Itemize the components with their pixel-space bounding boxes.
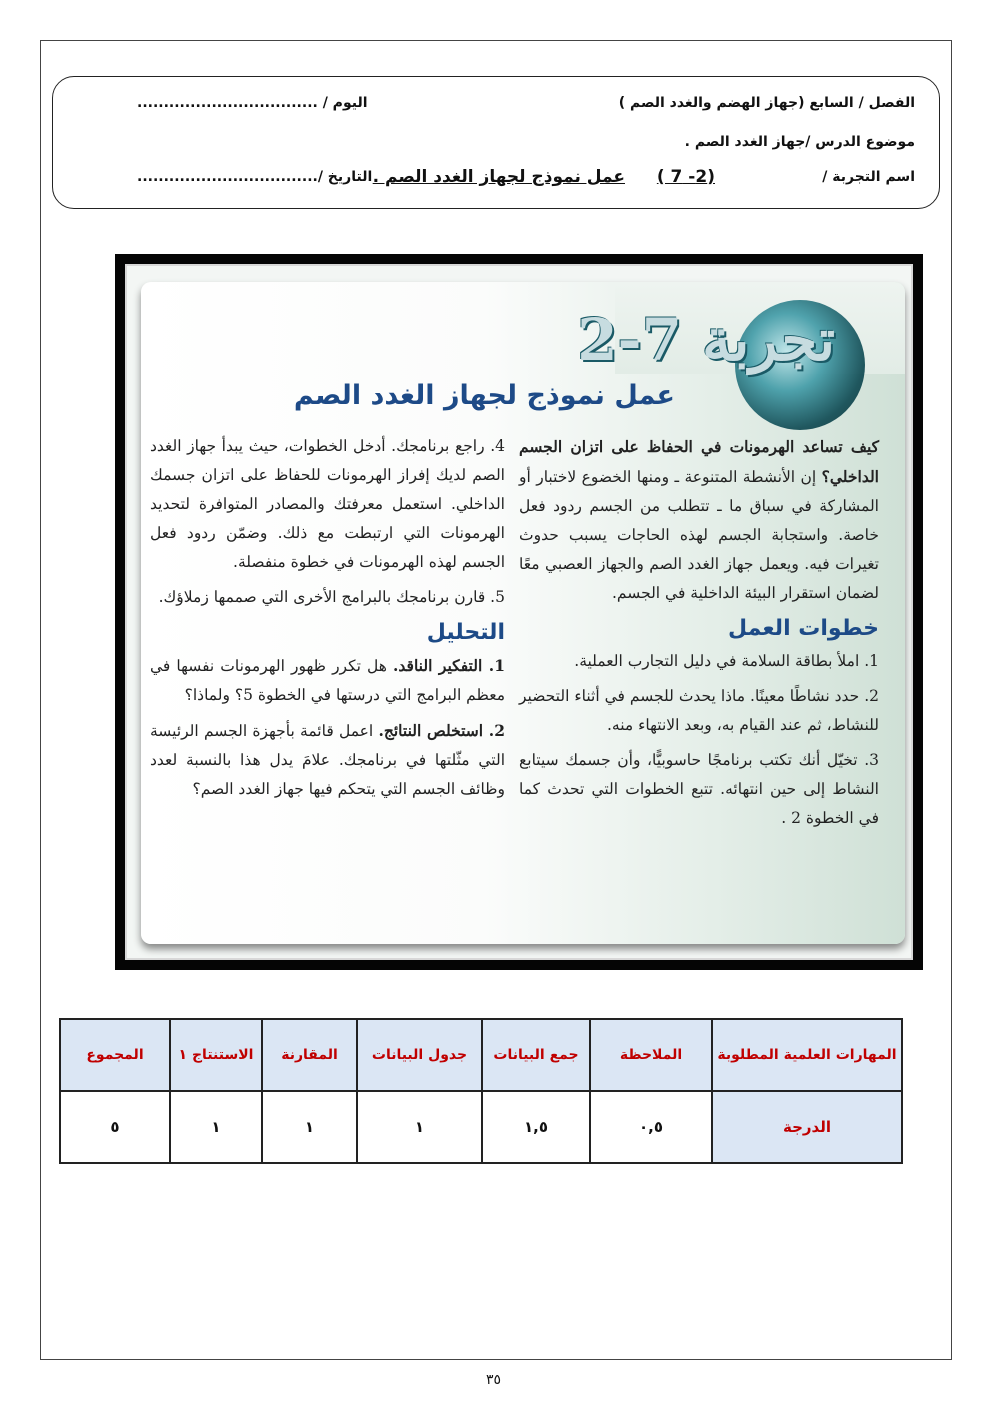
header-skills: المهارات العلمية المطلوبة bbox=[712, 1019, 902, 1091]
header-data-table: جدول البيانات bbox=[357, 1019, 482, 1091]
right-column bbox=[519, 432, 879, 839]
table-header-row bbox=[60, 1019, 902, 1091]
grade-total: ٥ bbox=[60, 1091, 170, 1163]
figure-title: عمل نموذج لجهاز الغدد الصم bbox=[293, 380, 675, 411]
experiment-label: اسم التجربة / bbox=[822, 169, 915, 185]
step-3: 3. تخيّل أنك تكتب برنامجًا حاسوبيًّا، وأن جسمك سيتابع النشاط إلى حين انتهائه. تتبع الخطوات التي تحدث كما في الخطوة 2 . bbox=[519, 751, 879, 827]
step-5: 5. قارن برنامجك بالبرامج الأخرى التي صممها زملاؤك. bbox=[158, 588, 505, 606]
analysis-1-text: هل تكرر ظهور الهرمونات نفسها في معظم البرامج التي درستها في الخطوة 5؟ ولماذا؟ bbox=[150, 657, 505, 704]
left-column bbox=[150, 432, 505, 810]
header-conclusion: الاستنتاج ١ bbox=[170, 1019, 262, 1091]
steps-heading: خطوات العمل bbox=[728, 616, 879, 641]
grade-data-table: ١ bbox=[357, 1091, 482, 1163]
step-1: 1. املأ بطاقة السلامة في دليل التجارب العملية. bbox=[574, 652, 879, 670]
analysis-2 bbox=[150, 716, 505, 804]
lesson-topic: موضوع الدرس /جهاز الغدد الصم . bbox=[684, 134, 915, 150]
analysis-1 bbox=[150, 651, 505, 710]
analysis-2-label: 2. استخلص النتائج. bbox=[378, 721, 505, 740]
intro-question: كيف تساعد الهرمونات في الحفاظ على اتزان الجسم الداخلي؟ bbox=[519, 437, 879, 486]
day-field: اليوم / .................................. bbox=[137, 95, 368, 111]
analysis-heading: التحليل bbox=[426, 620, 505, 645]
intro-text: إن الأنشطة المتنوعة ـ ومنها الخضوع لاختبار أو المشاركة في سباق ما ـ تتطلب من الجسم ردود فعل خاصة. واستجابة الجسم لهذه الحاجات يسبب حدوث تغيرات فيه. ويعمل جهاز الغدد الصم والجهاز العصبي معًا لضمان استقرار البيئة الداخلية في الجسم. bbox=[519, 468, 879, 602]
grade-conclusion: ١ bbox=[170, 1091, 262, 1163]
experiment-number: (2- 7 ) bbox=[656, 167, 715, 187]
step-2: 2. حدد نشاطًا معينًا. ماذا يحدث للجسم في أثناء التحضير للنشاط، ثم عند القيام به، وبعد الانتهاء منه. bbox=[519, 687, 879, 734]
grade-observation: ٠,٥ bbox=[590, 1091, 712, 1163]
chapter-label: الفصل / السابع (جهاز الهضم والغدد الصم ) bbox=[618, 95, 915, 111]
header-comparison: المقارنة bbox=[262, 1019, 357, 1091]
row-label-grade: الدرجة bbox=[712, 1091, 902, 1163]
worksheet-header bbox=[52, 76, 940, 209]
grade-data-collection: ١,٥ bbox=[482, 1091, 590, 1163]
analysis-2-text: اعمل قائمة بأجهزة الجسم الرئيسة التي مثّلتها في برنامجك. علامَ يدل هذا بالنسبة لعدد وظائف الجسم التي يتحكم فيها جهاز الغدد الصم؟ bbox=[150, 722, 505, 798]
experiment-title: عمل نموذج لجهاز الغدد الصم . bbox=[372, 167, 625, 187]
header-observation: الملاحظة bbox=[590, 1019, 712, 1091]
skills-grading-table bbox=[59, 1018, 903, 1164]
analysis-1-label: 1. التفكير الناقد. bbox=[393, 656, 505, 675]
intro-paragraph bbox=[519, 432, 879, 608]
figure-heading: تجربة 7-2 bbox=[577, 306, 835, 374]
date-field: التاريخ /.................................. bbox=[137, 169, 373, 185]
grade-comparison: ١ bbox=[262, 1091, 357, 1163]
textbook-figure bbox=[115, 254, 923, 970]
header-data-collection: جمع البيانات bbox=[482, 1019, 590, 1091]
experiment-card bbox=[141, 282, 905, 944]
header-total: المجموع bbox=[60, 1019, 170, 1091]
page-number: ٣٥ bbox=[486, 1372, 502, 1388]
table-row bbox=[60, 1091, 902, 1163]
step-4: 4. راجع برنامجك. أدخل الخطوات، حيث يبدأ جهاز الغدد الصم لديك إفراز الهرمونات للحفاظ على اتزان جسمك الداخلي. استعمل معرفتك والمصادر المتوافرة لتحديد الهرمونات التي ارتبطت مع ذلك. وضمّن ردود فعل الجسم لهذه الهرمونات في خطوة منفصلة. bbox=[150, 437, 505, 571]
